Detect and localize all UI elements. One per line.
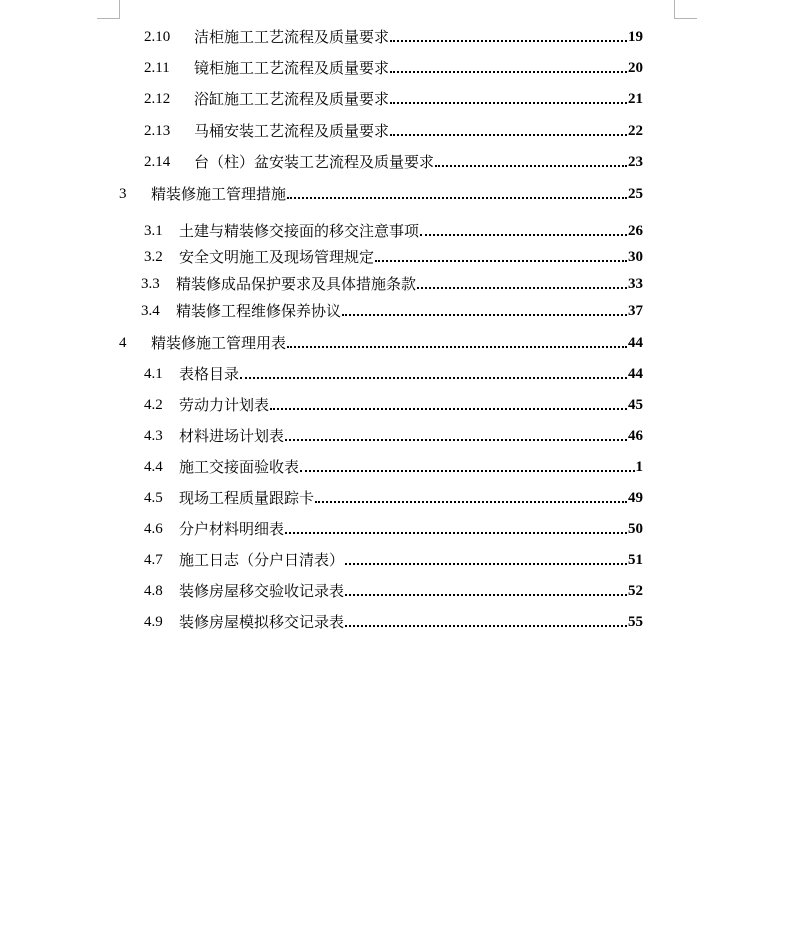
toc-leader-dots: [287, 197, 627, 199]
toc-entry-page: 23: [628, 154, 643, 170]
toc-entry[interactable]: [144, 24, 643, 46]
toc-entry-title: 精装修施工管理用表: [151, 334, 287, 352]
toc-entry-title: 施工日志（分户日清表）: [179, 551, 345, 569]
toc-entry-title: 精装修施工管理措施: [151, 185, 287, 203]
toc-entry-page: 33: [628, 276, 643, 292]
toc-leader-dots: [315, 501, 627, 503]
toc-leader-dots: [240, 377, 627, 379]
toc-entry[interactable]: [144, 423, 643, 445]
toc-entry-title: 土建与精装修交接面的移交注意事项: [179, 222, 420, 240]
toc-entry-number: 4.3: [144, 428, 163, 444]
toc-leader-dots: [270, 408, 627, 410]
toc-entry-page: 44: [628, 335, 643, 351]
toc-leader-dots: [300, 470, 634, 472]
toc-entry[interactable]: [144, 218, 643, 240]
toc-entry[interactable]: [144, 86, 643, 108]
toc-leader-dots: [375, 260, 627, 262]
toc-entry-number: 4.4: [144, 459, 163, 475]
toc-leader-dots: [342, 314, 627, 316]
toc-entry-page: 52: [628, 583, 643, 599]
toc-entry[interactable]: [144, 244, 643, 266]
toc-entry-number: 4.8: [144, 583, 163, 599]
toc-leader-dots: [287, 346, 627, 348]
toc-entry-number: 3: [119, 186, 127, 202]
toc-entry-page: 19: [628, 29, 643, 45]
toc-entry[interactable]: [144, 149, 643, 171]
toc-entry-title: 劳动力计划表: [179, 396, 270, 414]
toc-entry[interactable]: [144, 392, 643, 414]
toc-leader-dots: [390, 71, 627, 73]
toc-entry-page: 50: [628, 521, 643, 537]
toc-entry-page: 1: [635, 459, 643, 475]
toc-entry[interactable]: [144, 454, 643, 476]
toc-entry-page: 45: [628, 397, 643, 413]
toc-entry[interactable]: [119, 330, 643, 352]
toc-entry-title: 装修房屋移交验收记录表: [179, 582, 345, 600]
toc-entry[interactable]: [141, 298, 643, 320]
toc-entry-page: 26: [628, 223, 643, 239]
toc-leader-dots: [345, 594, 627, 596]
toc-entry[interactable]: [144, 609, 643, 631]
toc-leader-dots: [420, 234, 627, 236]
toc-leader-dots: [390, 134, 627, 136]
toc-leader-dots: [345, 563, 627, 565]
toc-entry-page: 20: [628, 60, 643, 76]
toc-entry-title: 洁柜施工工艺流程及质量要求: [194, 28, 390, 46]
toc-entry[interactable]: [144, 516, 643, 538]
toc-entry-number: 4: [119, 335, 127, 351]
toc-entry-title: 台（柱）盆安装工艺流程及质量要求: [194, 153, 435, 171]
toc-entry-title: 精装修成品保护要求及具体措施条款: [176, 275, 417, 293]
toc-entry-title: 装修房屋模拟移交记录表: [179, 613, 345, 631]
toc-entry-page: 46: [628, 428, 643, 444]
toc-entry-title: 浴缸施工工艺流程及质量要求: [194, 90, 390, 108]
toc-entry-number: 3.2: [144, 249, 163, 265]
toc-entry-title: 施工交接面验收表: [179, 458, 300, 476]
toc-entry-page: 22: [628, 123, 643, 139]
toc-entry-number: 3.4: [141, 303, 160, 319]
toc-leader-dots: [390, 102, 627, 104]
toc-entry[interactable]: [144, 361, 643, 383]
toc-entry-title: 马桶安装工艺流程及质量要求: [194, 122, 390, 140]
toc-entry-title: 精装修工程维修保养协议: [176, 302, 342, 320]
toc-entry[interactable]: [144, 118, 643, 140]
toc-leader-dots: [390, 40, 627, 42]
toc-entry-number: 2.12: [144, 91, 171, 107]
toc-entry-page: 49: [628, 490, 643, 506]
toc-entry-page: 30: [628, 249, 643, 265]
toc-entry[interactable]: [144, 578, 643, 600]
toc-entry-number: 4.5: [144, 490, 163, 506]
toc-entry-page: 25: [628, 186, 643, 202]
toc-leader-dots: [285, 439, 627, 441]
toc-entry-title: 安全文明施工及现场管理规定: [179, 248, 375, 266]
toc-entry-number: 2.13: [144, 123, 171, 139]
toc-entry[interactable]: [141, 271, 643, 293]
toc-entry-number: 4.9: [144, 614, 163, 630]
toc-entry-number: 4.2: [144, 397, 163, 413]
toc-entry-page: 21: [628, 91, 643, 107]
toc-entry-page: 51: [628, 552, 643, 568]
toc-entry-number: 3.1: [144, 223, 163, 239]
toc-leader-dots: [345, 625, 627, 627]
toc-entry-number: 2.10: [144, 29, 171, 45]
toc-entry-page: 55: [628, 614, 643, 630]
toc-entry-title: 材料进场计划表: [179, 427, 285, 445]
toc-entry[interactable]: [144, 485, 643, 507]
toc-leader-dots: [435, 165, 627, 167]
toc-entry-number: 2.11: [144, 60, 170, 76]
toc-entry-number: 4.1: [144, 366, 163, 382]
toc-entry-number: 2.14: [144, 154, 171, 170]
toc-entry-title: 镜柜施工工艺流程及质量要求: [194, 59, 390, 77]
toc-entry-page: 44: [628, 366, 643, 382]
toc-entry-number: 4.7: [144, 552, 163, 568]
toc-entry-number: 4.6: [144, 521, 163, 537]
toc-entry-title: 表格目录: [179, 365, 240, 383]
toc-entry[interactable]: [144, 547, 643, 569]
toc-entry-title: 分户材料明细表: [179, 520, 285, 538]
toc-entry-page: 37: [628, 303, 643, 319]
toc-leader-dots: [417, 287, 627, 289]
toc-entry-title: 现场工程质量跟踪卡: [179, 489, 315, 507]
toc-entry[interactable]: [144, 55, 643, 77]
toc-entry-number: 3.3: [141, 276, 160, 292]
toc-entry[interactable]: [119, 181, 643, 203]
toc-leader-dots: [285, 532, 627, 534]
